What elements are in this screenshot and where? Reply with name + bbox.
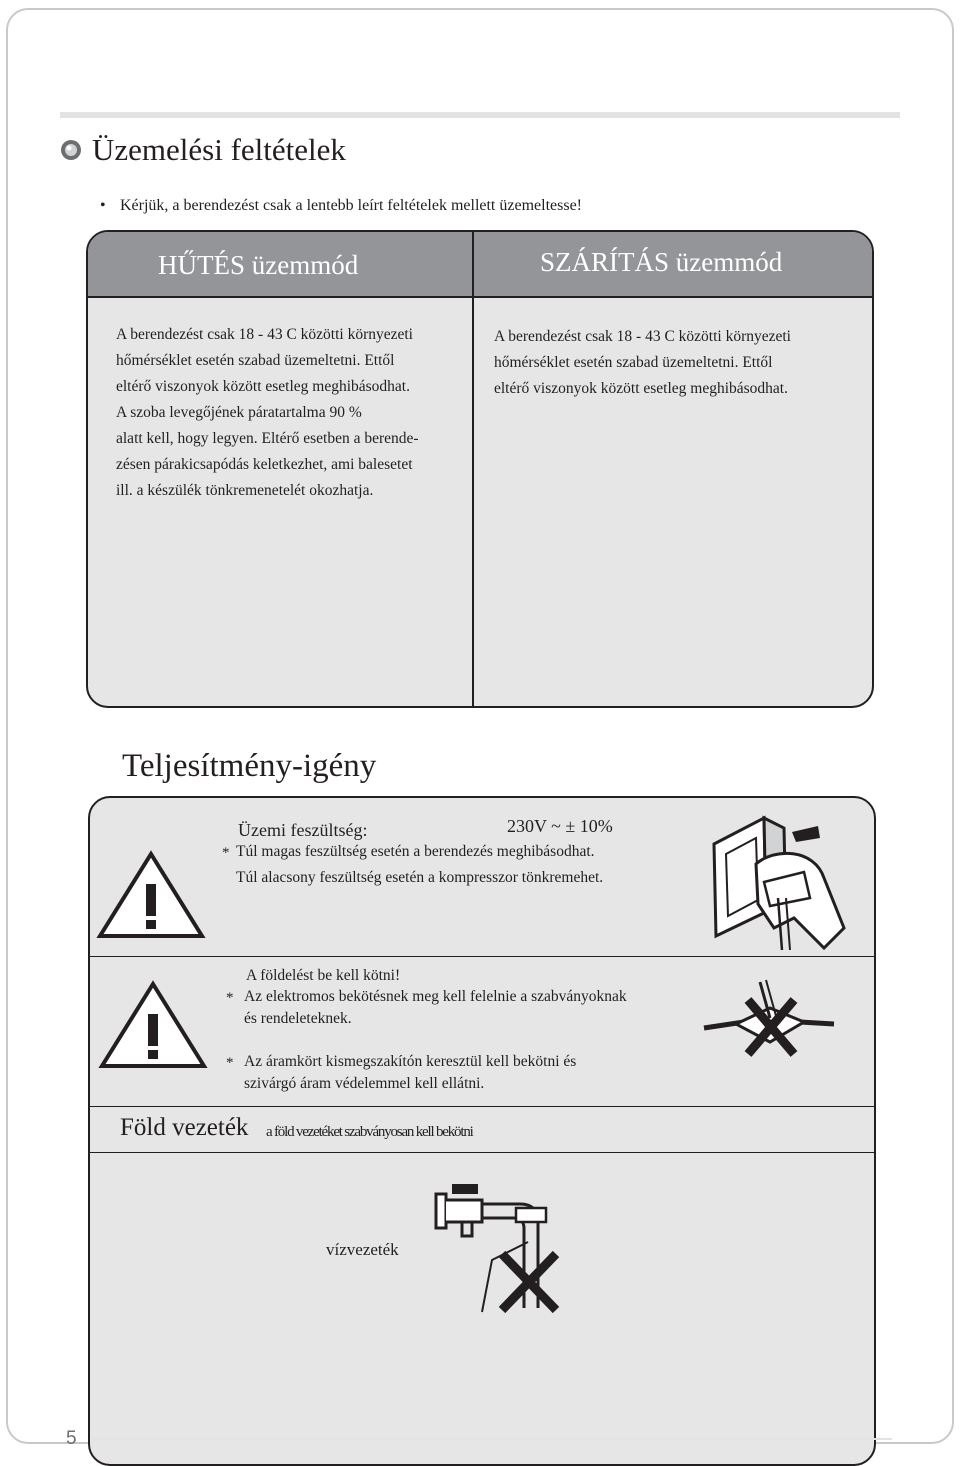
round-bullet-icon [60, 139, 82, 161]
asterisk: * [222, 845, 230, 861]
warning-triangle-icon [98, 980, 208, 1070]
cooling-line: eltérő viszonyok között esetleg meghibásodhat. [116, 378, 410, 395]
operating-modes-table [86, 230, 874, 708]
intro-text: Kérjük, a berendezést csak a lentebb leírt feltételek mellett üzemeltesse! [120, 197, 582, 214]
voltage-value: 230V ~ ± 10% [507, 816, 613, 836]
divider-line [88, 1152, 876, 1153]
earth-wire-note: a föld vezetéket szabványosan kell bekötni [266, 1124, 473, 1140]
voltage-note: Túl magas feszültség esetén a berendezés meghibásodhat. [236, 843, 595, 860]
cooling-line: A berendezést csak 18 - 43 C közötti környezeti [116, 326, 413, 343]
cooling-line: A szoba levegőjének páratartalma 90 % [116, 404, 362, 421]
voltage-label: Üzemi feszültség: [238, 820, 368, 840]
cooling-line: alatt kell, hogy legyen. Eltérő esetben a berende- [116, 430, 419, 447]
page-number: 5 [66, 1428, 77, 1449]
column-divider [472, 232, 474, 706]
drying-line: eltérő viszonyok között esetleg meghibásodhat. [494, 380, 788, 397]
asterisk: * [226, 990, 234, 1006]
earth-wire-label: Föld vezeték [120, 1114, 249, 1141]
drying-title: SZÁRÍTÁS üzemmód [540, 247, 783, 277]
intro-line [100, 197, 582, 215]
cooling-line: hőmérséklet esetén szabad üzemeltetni. Ettől [116, 352, 395, 369]
voltage-note: Túl alacsony feszültség esetén a kompresszor tönkremehet. [236, 869, 604, 886]
cooling-title: HŰTÉS üzemmód [158, 250, 359, 280]
top-rule [60, 112, 900, 118]
water-pipe-label: vízvezeték [326, 1240, 399, 1259]
section-title: Üzemelési feltételek [92, 132, 346, 167]
wire-splice-prohibited-icon [700, 978, 840, 1062]
power-title: Teljesítmény-igény [122, 748, 377, 784]
grounding-note: szivárgó áram védelemmel kell ellátni. [244, 1075, 485, 1092]
bottom-rule [92, 1438, 892, 1440]
grounding-heading: A földelést be kell kötni! [246, 967, 401, 984]
grounding-note: Az áramkört kismegszakítón keresztül kell bekötni és [244, 1053, 577, 1070]
drying-text [494, 324, 874, 402]
cooling-text [116, 322, 466, 504]
drying-line: A berendezést csak 18 - 43 C közötti környezeti [494, 328, 791, 345]
grounding-note: Az elektromos bekötésnek meg kell felelnie a szabványoknak [244, 988, 627, 1005]
cooling-line: zésen párakicsapódás keletkezhet, ami balesetet [116, 456, 413, 473]
bullet-dot-icon: • [100, 197, 106, 214]
grounding-note: és rendeleteknek. [244, 1010, 352, 1027]
asterisk: * [226, 1055, 234, 1071]
warning-triangle-icon [96, 850, 206, 940]
water-pipe-prohibited-icon [432, 1178, 572, 1314]
plug-socket-icon [704, 808, 854, 954]
divider-line [88, 1106, 876, 1107]
drying-line: hőmérséklet esetén szabad üzemeltetni. Ettől [494, 354, 773, 371]
divider-line [88, 956, 876, 957]
section-heading [60, 132, 346, 168]
cooling-line: ill. a készülék tönkremenetelét okozhatja. [116, 482, 374, 499]
